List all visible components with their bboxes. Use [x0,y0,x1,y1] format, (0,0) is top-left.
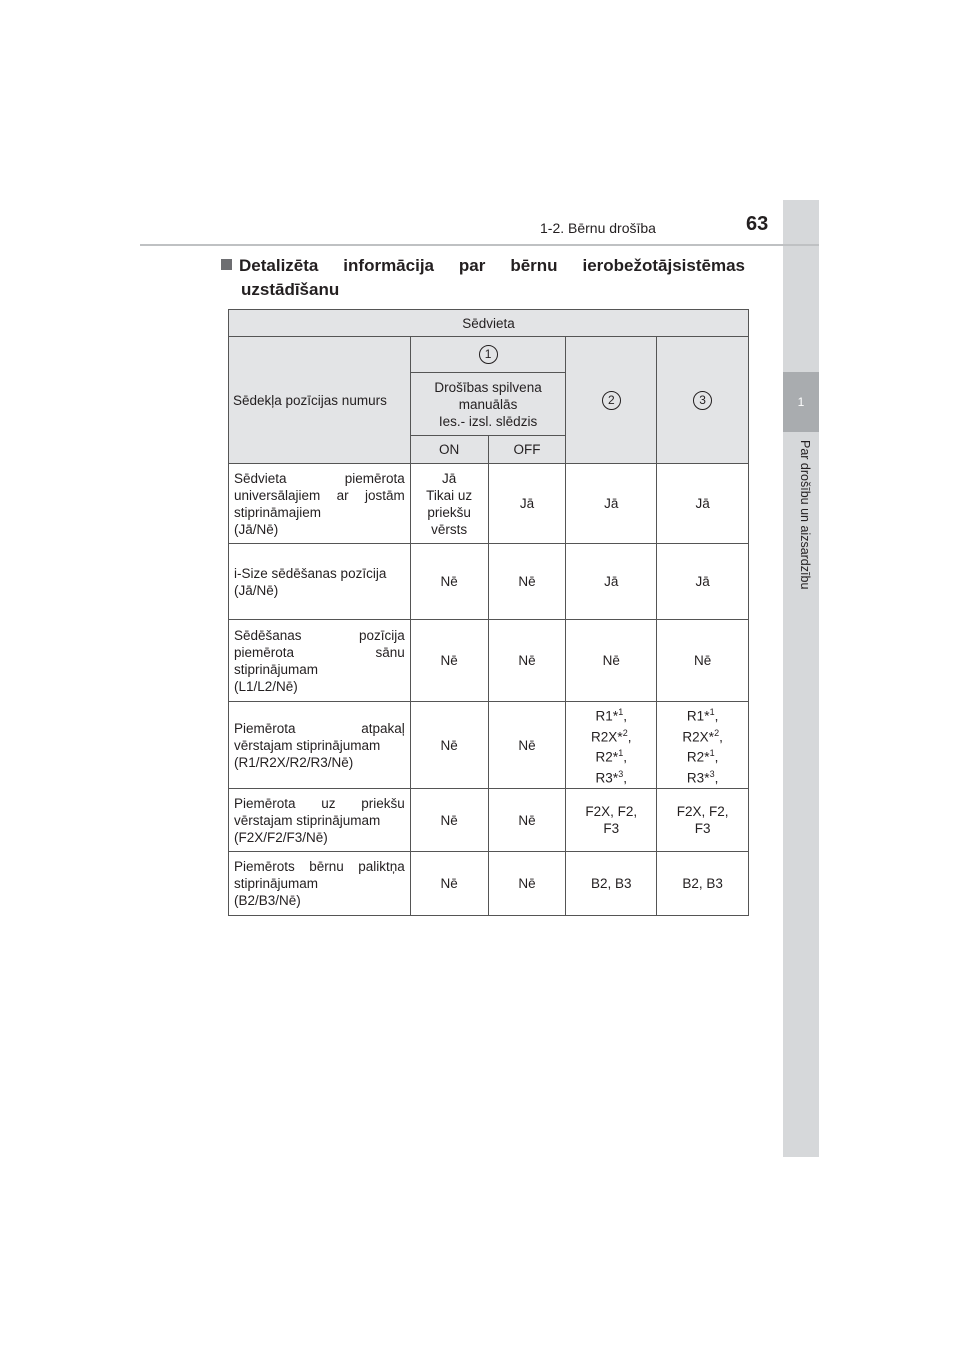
cell-line: F3 [694,821,711,836]
seat-2-header [566,337,657,464]
star-mark: * [612,707,619,724]
footnote-ref: 1 [618,707,624,717]
seat-1-header [410,337,566,373]
star-mark: * [704,769,710,785]
cell-line [662,704,743,725]
cell-on: Nē [410,852,488,916]
cell-code: R1 [595,708,613,724]
separator: , [714,770,719,785]
section-heading [221,254,745,302]
label-text: (Jā/Nē) [234,521,279,537]
seating-header: Sēdvieta [229,310,749,337]
footnote-ref: 3 [709,768,715,779]
square-bullet-icon [221,259,232,270]
cell-seat2: Jā [566,464,657,544]
label-text: (Jā/Nē) [234,582,279,598]
cell-seat2 [566,702,657,789]
cell-code: R2X [591,729,618,744]
table-row [229,789,749,852]
heading-line-2: uzstādīšanu [241,280,340,299]
footnote-ref: 1 [618,748,624,758]
separator: , [714,749,719,765]
cell-code: R2X [682,729,709,744]
side-tab [783,200,819,1157]
cell-code: R1 [686,708,705,724]
separator: , [714,708,719,724]
separator: , [623,708,628,724]
cell-on [410,464,488,544]
cell-seat3 [657,702,749,789]
cell-code: R3 [686,770,705,785]
cell-seat3 [657,789,749,852]
label-text: Piemērota atpakaļ vērstajam stiprinājumam [234,720,405,753]
cell-line: Jā [442,470,457,486]
cell-seat3: Jā [657,544,749,620]
cell-on: Nē [410,789,488,852]
cell-off: Nē [488,852,566,916]
row-label [229,464,411,544]
airbag-line: Drošības spilvena [434,379,542,395]
cell-line: priekšu [427,504,471,520]
airbag-line: Ies.- izsl. slēdzis [438,413,538,429]
heading-word: ierobežotājsistēmas [582,256,745,275]
cell-off: Nē [488,544,566,620]
cell-on: Nē [410,620,488,702]
label-text: (B2/B3/Nē) [234,893,301,908]
cell-line: F2X, F2, [585,804,638,819]
cell-on: Nē [410,702,488,789]
star-mark: * [612,748,619,765]
cell-seat3: B2, B3 [657,852,749,916]
cell-seat2: Jā [566,544,657,620]
label-text: Sēdvieta piemērota universālajiem ar jostām stiprināmajiem [234,470,405,520]
cell-seat2: B2, B3 [566,852,657,916]
cell-code: R2 [595,749,613,765]
seat-3-header [657,337,749,464]
cell-line [662,745,743,766]
side-tab-number: 1 [783,372,819,432]
table-row [229,620,749,702]
heading-word: par [458,256,486,275]
label-text: (R1/R2X/R2/R3/Nē) [234,754,354,770]
off-header: OFF [488,436,566,464]
seat-1-number: 1 [479,345,498,364]
row-label [229,620,411,702]
cell-line: F3 [603,821,620,836]
cell-seat3: Nē [657,620,749,702]
cell-on: Nē [410,544,488,620]
cell-line [662,766,743,787]
label-text: (L1/L2/Nē) [234,678,298,694]
separator: , [627,729,632,744]
table-row [229,544,749,620]
table-row [229,702,749,789]
on-header: ON [410,436,488,464]
star-mark: * [708,728,715,744]
label-text: i-Size sēdēšanas pozīcija [234,565,387,581]
row-label [229,852,411,916]
cell-seat2: Nē [566,620,657,702]
footnote-ref: 2 [714,727,720,738]
footnote-ref: 1 [709,748,715,758]
page-number: 63 [746,213,769,235]
star-mark: * [612,769,619,785]
star-mark: * [704,748,710,765]
footnote-ref: 1 [709,707,715,717]
section-title: 1-2. Bērnu drošība [540,220,656,236]
cell-code: R2 [686,749,705,765]
seat-3-number: 3 [693,391,712,410]
cell-off: Nē [488,789,566,852]
heading-word: Detalizēta [239,256,319,275]
separator: , [623,770,628,785]
seat-number-label: Sēdekļa pozīcijas numurs [229,337,411,464]
row-label [229,702,411,789]
label-text: (F2X/F2/F3/Nē) [234,829,328,845]
row-label [229,544,411,620]
cell-code: R3 [595,770,613,785]
heading-word: bērnu [510,256,558,275]
cell-line [571,745,651,766]
footnote-ref: 2 [622,727,628,738]
table-row [229,464,749,544]
airbag-switch-header [410,373,566,436]
star-mark: * [617,728,623,744]
label-text: Piemērots bērnu paliktņa stiprinājumam [234,859,405,891]
cell-off: Jā [488,464,566,544]
cell-line: vērsts [431,521,468,537]
table-row [229,852,749,916]
separator: , [623,749,628,765]
seat-2-number: 2 [602,391,621,410]
side-tab-text: Par drošību un aizsardzību [798,440,812,590]
cell-line: F2X, F2, [676,804,729,819]
airbag-line: manuālās [458,396,518,412]
row-label [229,789,411,852]
cell-line [571,725,651,746]
label-text: Piemērota uz priekšu vērstajam stiprinājumam [234,795,405,828]
separator: , [719,729,723,744]
cell-seat3: Jā [657,464,749,544]
header-divider [140,244,819,246]
cell-line: Tikai uz [426,487,473,503]
cell-line [571,766,651,787]
cell-line [571,704,651,725]
label-text: Sēdēšanas pozīcija piemērota sānu stiprinājumam [234,627,405,677]
seat-info-table [228,309,749,916]
cell-line [662,725,743,746]
cell-off: Nē [488,620,566,702]
cell-seat2 [566,789,657,852]
star-mark: * [704,707,710,724]
cell-off: Nē [488,702,566,789]
footnote-ref: 3 [618,768,624,779]
heading-word: informācija [343,256,434,275]
